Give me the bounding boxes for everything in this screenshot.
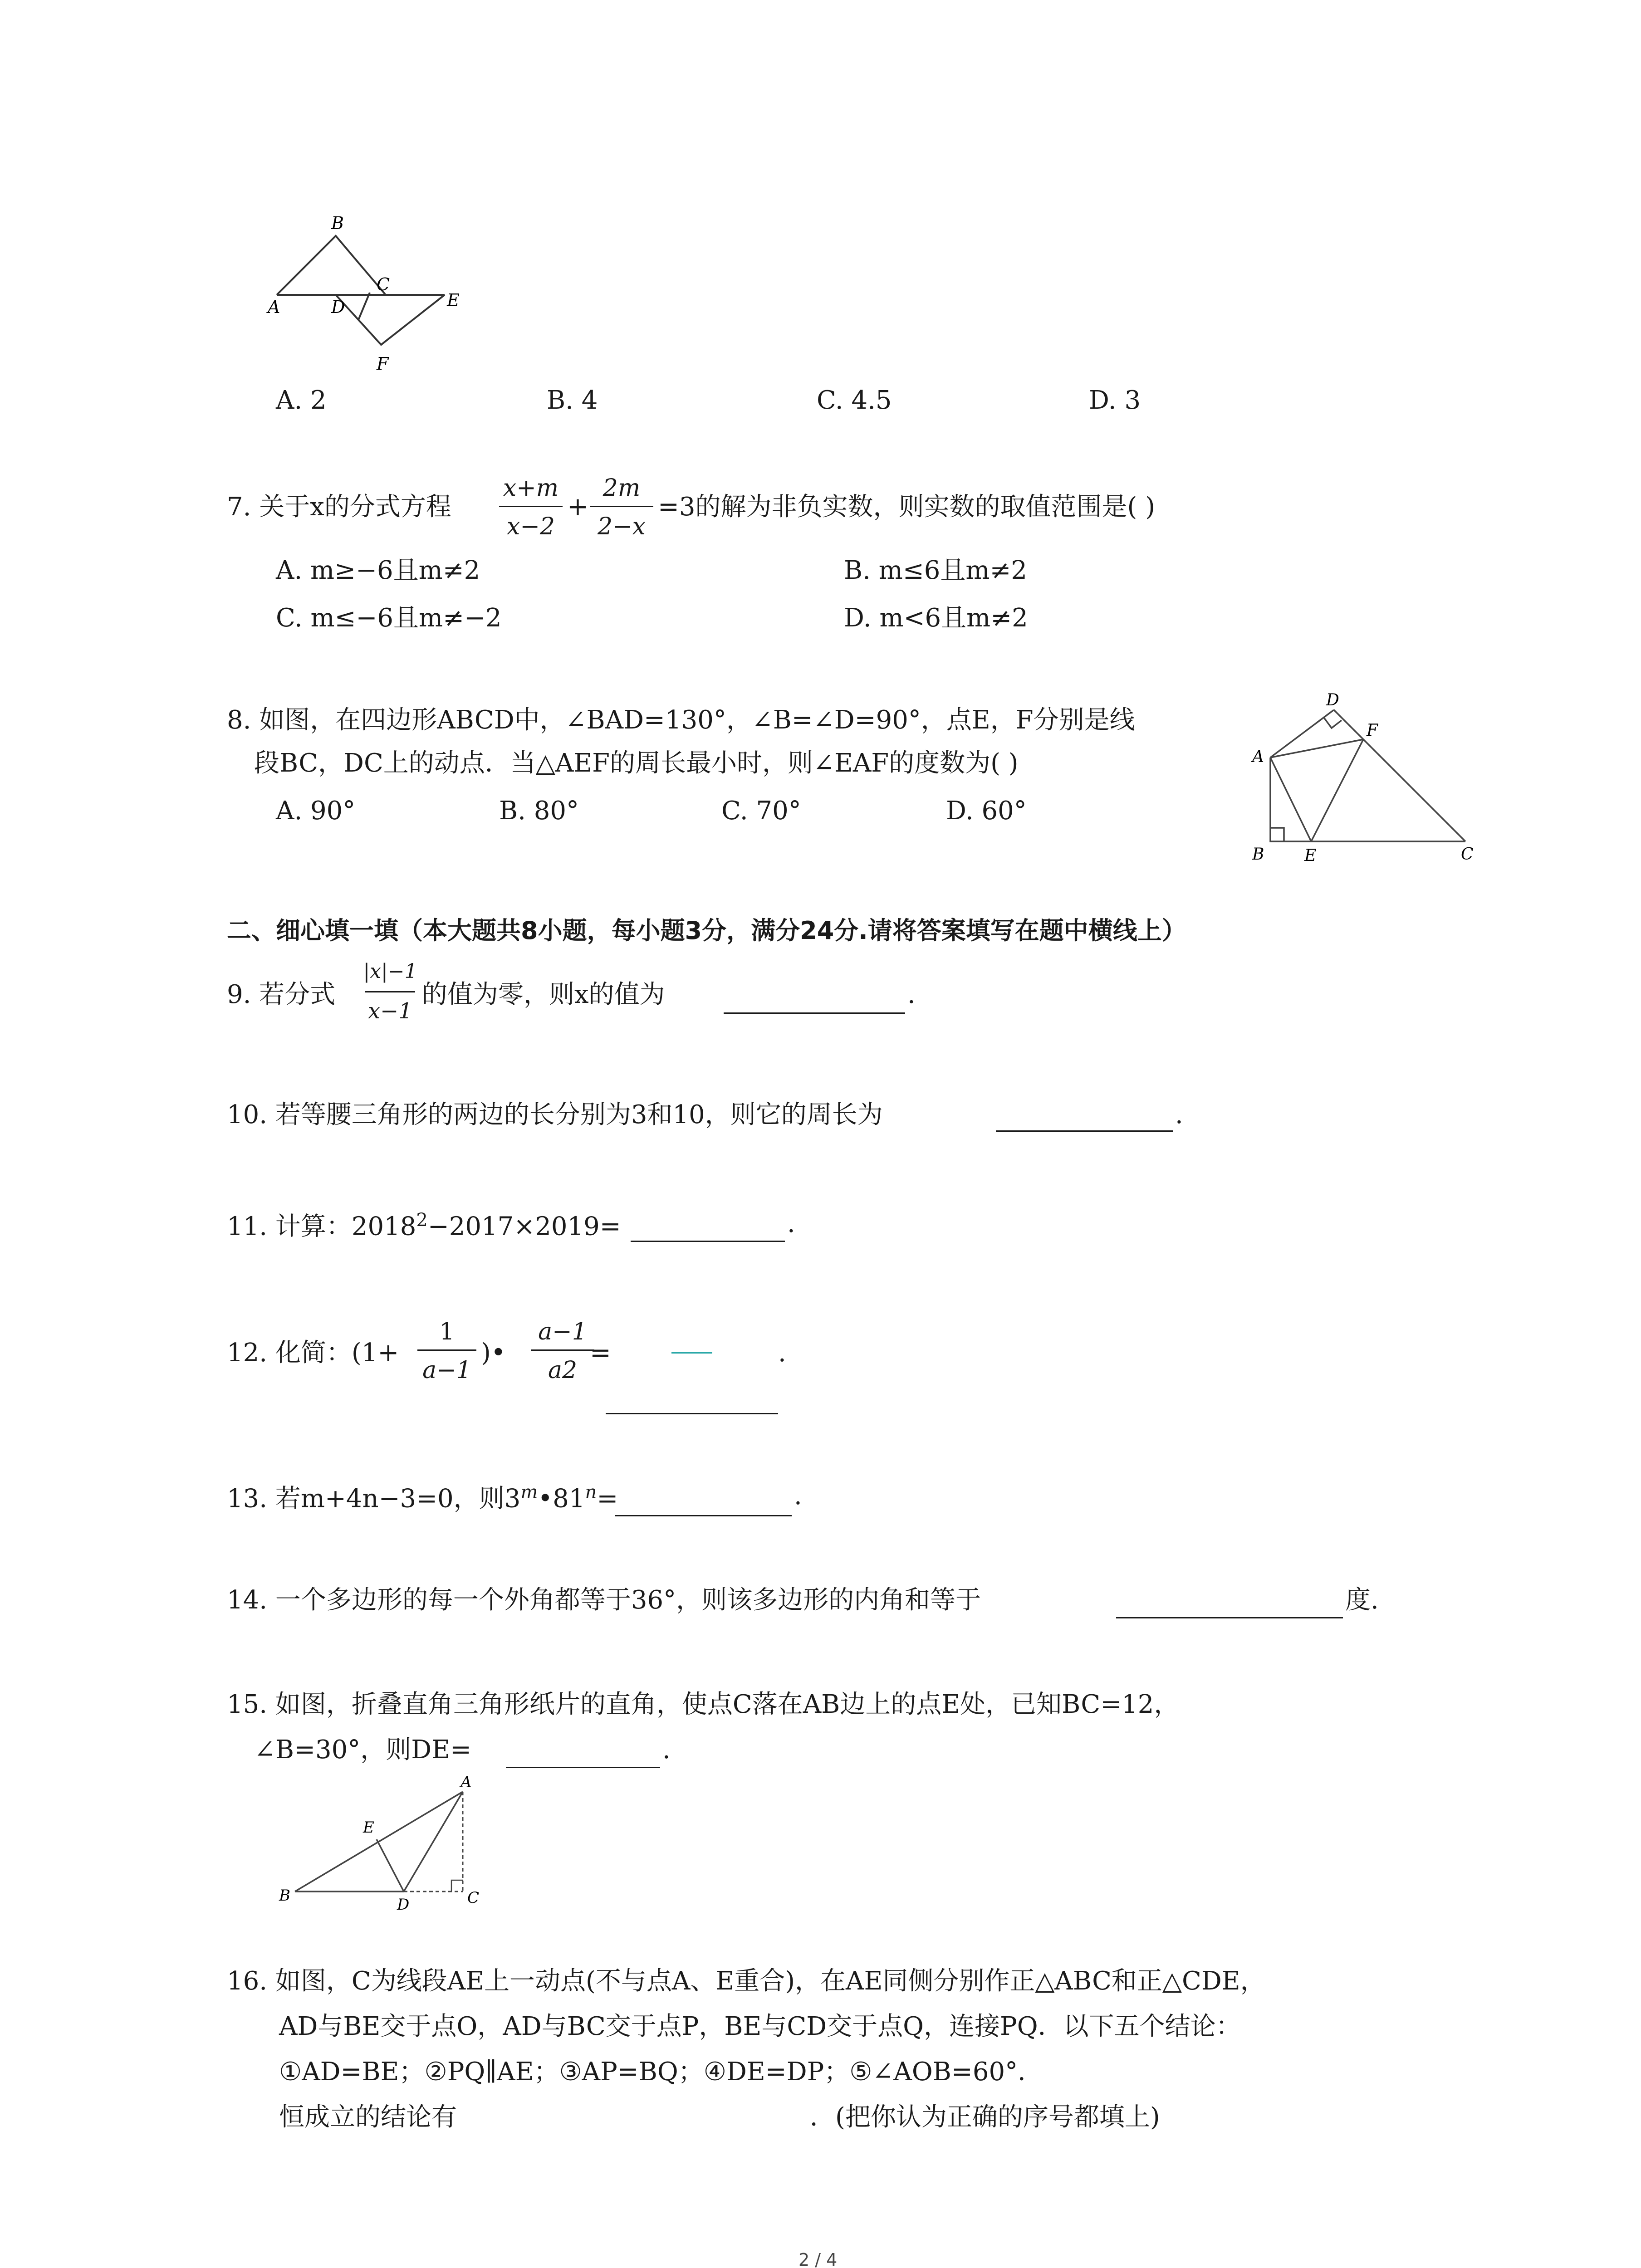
q6-label-c: C: [377, 274, 390, 294]
q15-end: .: [662, 1735, 671, 1765]
q8-option-a: A. 90°: [276, 796, 356, 826]
q11-answer-blank[interactable]: [631, 1241, 785, 1242]
q11-rest: −2017×2019=: [427, 1212, 621, 1242]
page-number: 2 / 4: [798, 2250, 838, 2268]
q15-line1: 15. 如图，折叠直角三角形纸片的直角，使点C落在AB边上的点E处，已知BC=12，: [227, 1690, 1180, 1719]
q6-option-a: A. 2: [276, 386, 327, 415]
q16-line4-suffix: ．(把你认为正确的序号都填上): [810, 2102, 1160, 2132]
q13-lead: 13. 若m+4n−3=0，则3: [227, 1484, 521, 1514]
q8-label-b: B: [1252, 845, 1264, 864]
q7-option-b: B. m≤6且m≠2: [844, 556, 1028, 585]
q13-answer-blank[interactable]: [615, 1515, 792, 1516]
q12-frac1-numerator: 1: [439, 1318, 455, 1345]
q8-option-b: B. 80°: [499, 796, 579, 826]
q13-exponent-m: m: [520, 1482, 538, 1503]
q14-answer-blank[interactable]: [1116, 1617, 1343, 1618]
q7-frac1-numerator: x+m: [503, 474, 559, 502]
q7-suffix: =3的解为非负实数，则实数的取值范围是( ): [658, 492, 1156, 522]
q9-suffix: 的值为零，则x的值为: [422, 980, 665, 1009]
q9-prefix: 9. 若分式: [227, 980, 336, 1009]
q8-label-f: F: [1367, 721, 1378, 740]
q9-denominator: x−1: [368, 998, 412, 1024]
q13-end: .: [794, 1481, 802, 1510]
q10-text: 10. 若等腰三角形的两边的长分别为3和10，则它的周长为: [227, 1100, 883, 1129]
q16-line2: AD与BE交于点O，AD与BC交于点P，BE与CD交于点Q，连接PQ．以下五个结论：: [279, 2012, 1241, 2041]
q12-frac2-denominator: a2: [548, 1357, 578, 1384]
q13-mid: •81: [538, 1484, 585, 1514]
q7-frac2-bar: [590, 506, 653, 507]
q12-end: .: [778, 1338, 786, 1368]
q13-exponent-n: n: [585, 1482, 597, 1503]
q10-end: .: [1175, 1100, 1183, 1129]
q14-end: 度.: [1345, 1585, 1379, 1615]
q7-frac1-denominator: x−2: [507, 513, 555, 540]
q6-label-e: E: [447, 290, 460, 310]
q16-line3: ①AD=BE；②PQ∥AE；③AP=BQ；④DE=DP；⑤∠AOB=60°．: [279, 2057, 1043, 2087]
q9-end: .: [907, 980, 916, 1009]
q15-answer-blank[interactable]: [506, 1767, 660, 1768]
q15-line2: ∠B=30°，则DE=: [254, 1735, 471, 1765]
q10-answer-blank[interactable]: [996, 1130, 1173, 1132]
q12-teal-dash: [671, 1352, 712, 1354]
q8-option-c: C. 70°: [721, 796, 801, 826]
q9-frac-bar: [365, 991, 415, 992]
q16-line1: 16. 如图，C为线段AE上一动点(不与点A、E重合)，在AE同侧分别作正△ABC和正△CDE，: [227, 1966, 1266, 1996]
q8-line1: 8. 如图，在四边形ABCD中，∠BAD=130°，∠B=∠D=90°，点E，F分别是线: [227, 705, 1135, 735]
q14-text: 14. 一个多边形的每一个外角都等于36°，则该多边形的内角和等于: [227, 1585, 981, 1615]
q7-option-c: C. m≤−6且m≠−2: [276, 603, 502, 633]
q15-label-d: D: [397, 1896, 410, 1914]
q11-exponent: 2: [416, 1210, 428, 1231]
q15-label-b: B: [279, 1887, 290, 1905]
q15-label-a: A: [460, 1773, 472, 1791]
q11-text: [227, 1211, 621, 1240]
q12-frac2-numerator: a−1: [538, 1318, 587, 1345]
q8-label-e: E: [1304, 846, 1317, 865]
q7-prefix: 7. 关于x的分式方程: [227, 492, 451, 522]
q9-numerator: |x|−1: [363, 960, 417, 983]
q12-frac1-bar: [417, 1349, 476, 1351]
q8-line2: 段BC，DC上的动点．当△AEF的周长最小时，则∠EAF的度数为( ): [254, 748, 1019, 778]
q8-figure-drawing: [1243, 685, 1479, 866]
q13-text: [227, 1483, 618, 1512]
q15-label-c: C: [467, 1889, 480, 1907]
q7-frac2-numerator: 2m: [603, 474, 641, 502]
q8-label-c: C: [1461, 845, 1474, 864]
q7-plus: +: [567, 492, 588, 522]
q6-option-c: C. 4.5: [817, 386, 892, 415]
q13-equals: =: [597, 1484, 618, 1514]
q12-answer-blank[interactable]: [606, 1413, 778, 1414]
q12-frac2-bar: [531, 1349, 594, 1351]
q12-mid: )•: [481, 1338, 506, 1368]
q6-label-a: A: [268, 297, 280, 317]
q11-lead: 11. 计算：2018: [227, 1212, 416, 1242]
q11-end: .: [787, 1209, 795, 1238]
q7-option-d: D. m<6且m≠2: [844, 603, 1028, 633]
q16-line4-prefix: 恒成立的结论有: [279, 2102, 457, 2132]
q12-equals: =: [590, 1338, 611, 1368]
q7-frac1-bar: [499, 506, 563, 507]
q7-option-a: A. m≥−6且m≠2: [276, 556, 480, 585]
q8-label-d: D: [1326, 691, 1339, 709]
q12-frac1-denominator: a−1: [422, 1357, 471, 1384]
q6-option-d: D. 3: [1089, 386, 1141, 415]
q6-figure: [254, 209, 472, 386]
q15-label-e: E: [363, 1818, 374, 1837]
q8-option-d: D. 60°: [946, 796, 1027, 826]
q15-figure: [268, 1769, 495, 1919]
q9-answer-blank[interactable]: [724, 1012, 905, 1014]
q6-label-d: D: [331, 297, 345, 317]
section2-heading: 二、细心填一填（本大题共8小题，每小题3分，满分24分.请将答案填写在题中横线上）: [227, 916, 1186, 945]
q12-prefix: 12. 化简：(1+: [227, 1338, 399, 1368]
q6-label-f: F: [377, 354, 389, 374]
q6-option-b: B. 4: [547, 386, 598, 415]
q8-label-a: A: [1252, 748, 1264, 766]
q16-answer-space[interactable]: [495, 2100, 808, 2132]
q7-frac2-denominator: 2−x: [598, 513, 646, 540]
q6-label-b: B: [331, 213, 344, 233]
